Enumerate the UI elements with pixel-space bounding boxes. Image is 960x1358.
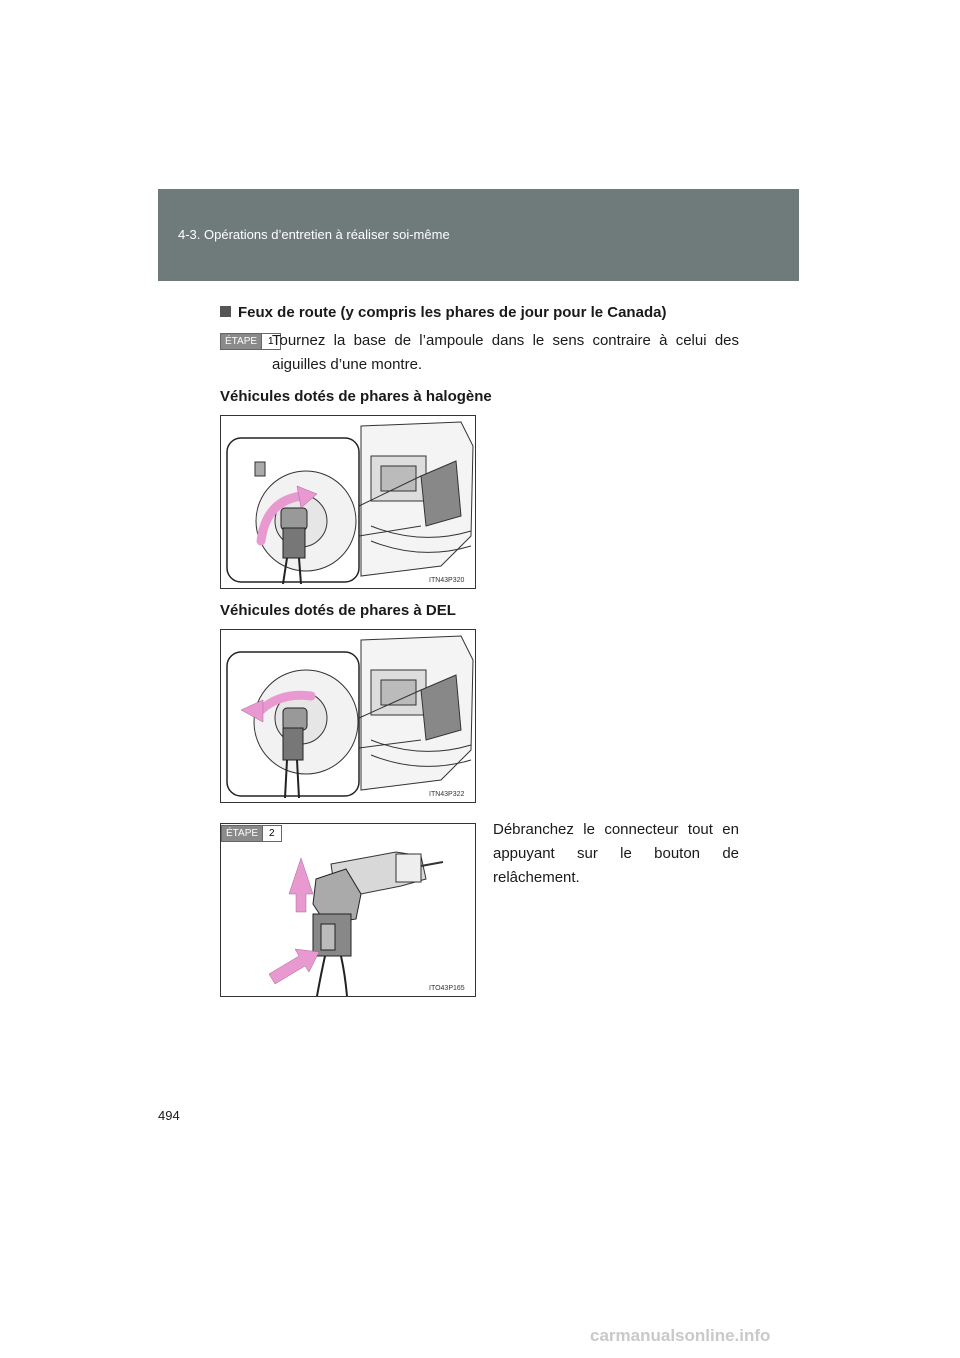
subsection-led-title: Véhicules dotés de phares à DEL <box>220 602 456 619</box>
page-number: 494 <box>158 1108 180 1123</box>
figure-connector <box>220 823 476 997</box>
step-label: ÉTAPE <box>222 826 262 841</box>
step-number: 2 <box>262 826 281 841</box>
figure-led <box>220 629 476 803</box>
step-2-badge <box>221 825 282 842</box>
halogen-bulb-illustration <box>221 416 475 588</box>
chapter-title: 4-3. Opérations d’entretien à réaliser soi-même <box>178 227 450 242</box>
section-title-text: Feux de route (y compris les phares de jour pour le Canada) <box>238 304 667 321</box>
connector-release-illustration <box>221 824 475 996</box>
watermark: carmanualsonline.info <box>590 1326 771 1345</box>
figure-code: ITN43P320 <box>429 577 465 584</box>
section-title <box>220 304 666 321</box>
led-bulb-illustration <box>221 630 475 802</box>
chapter-header <box>158 189 799 281</box>
subsection-halogen-title: Véhicules dotés de phares à halogène <box>220 388 492 405</box>
bullet-square-icon <box>220 306 231 317</box>
step-2-text: Débranchez le connecteur tout en appuyant sur le bouton de relâchement. <box>493 821 739 886</box>
figure-code: ITN43P322 <box>429 791 465 798</box>
figure-code: ITO43P165 <box>429 985 465 992</box>
figure-halogen <box>220 415 476 589</box>
step-number: 1 <box>261 334 280 349</box>
step-1-text: Tournez la base de l’ampoule dans le sens contraire à celui des aiguilles d’une montre. <box>272 332 739 373</box>
step-label: ÉTAPE <box>221 334 261 349</box>
